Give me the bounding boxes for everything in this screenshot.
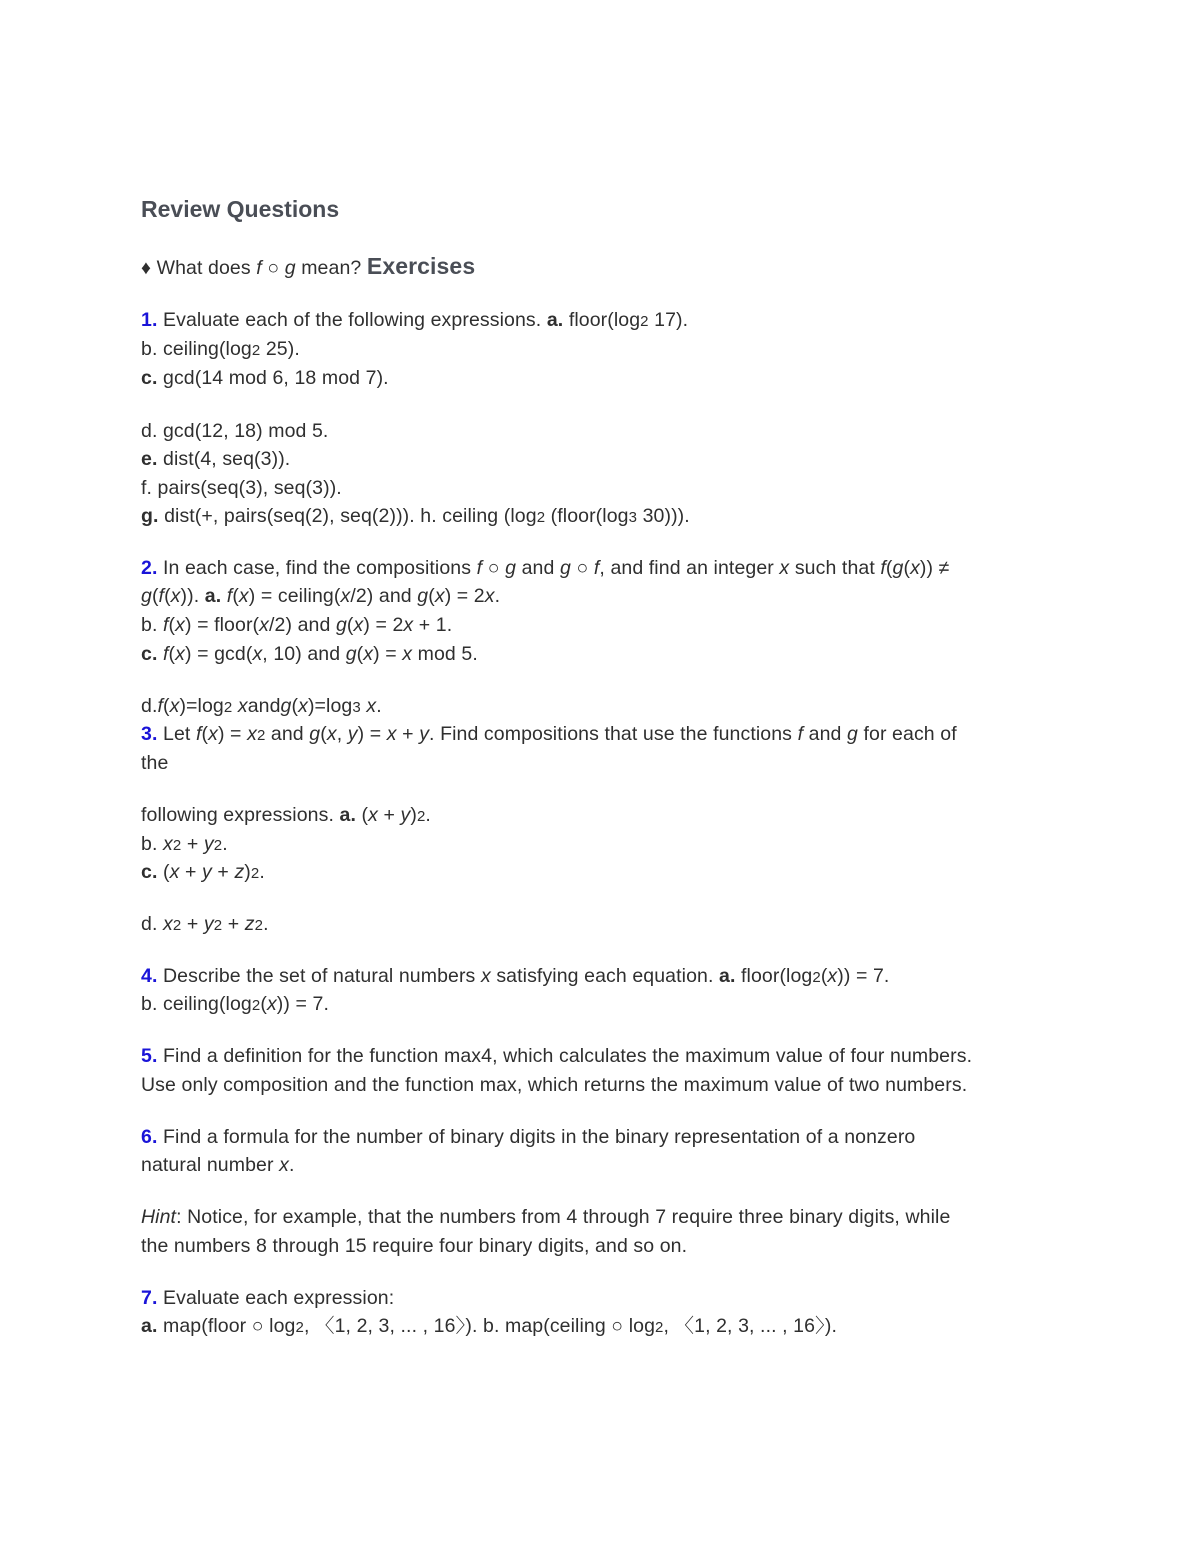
exercise-3a: following expressions. a. (x + y)2. xyxy=(141,804,431,826)
exercise-2b: b. f(x) = floor(x/2) and g(x) = 2x + 1. xyxy=(141,614,453,636)
exercise-4b: b. ceiling(log2(x)) = 7. xyxy=(141,993,329,1015)
exercise-7a-b: a. map(floor ○ log2, 〈1, 2, 3, ... , 16〉). b. map(ceiling ○ log2, 〈1, 2, 3, ... , 16〉). xyxy=(141,1315,838,1337)
exercise-6-line-2: natural number x. xyxy=(141,1154,295,1176)
review-question: ♦ What does f ○ g mean? Exercises xyxy=(141,253,476,279)
exercise-3-intro-cont: the xyxy=(141,752,169,774)
exercise-1b: b. ceiling(log2 25). xyxy=(141,338,300,360)
exercise-2-intro: 2. In each case, find the compositions f ○ g and g ○ f, and find an integer x such that f(g(x)) ≠ xyxy=(141,557,950,579)
diamond-bullet-icon: ♦ xyxy=(141,257,152,279)
exercise-1c: c. gcd(14 mod 6, 18 mod 7). xyxy=(141,367,389,389)
exercise-2d: d.f(x)=log2 xandg(x)=log3 x. xyxy=(141,695,382,717)
exercise-5-line-1: 5. Find a definition for the function max4, which calculates the maximum value of four numbers. xyxy=(141,1045,973,1067)
exercise-6-hint-line-1: Hint: Notice, for example, that the numbers from 4 through 7 require three binary digits, while xyxy=(141,1206,951,1228)
page-title: Review Questions xyxy=(141,196,340,222)
exercise-1e: e. dist(4, seq(3)). xyxy=(141,448,291,470)
exercise-3b: b. x2 + y2. xyxy=(141,833,228,855)
exercises-heading: Exercises xyxy=(366,253,476,279)
exercise-1g-h: g. dist(+, pairs(seq(2), seq(2))). h. ceiling (log2 (floor(log3 30))). xyxy=(141,505,690,527)
exercise-3-intro: 3. Let f(x) = x2 and g(x, y) = x + y. Find compositions that use the functions f and g for each of xyxy=(141,723,957,745)
exercise-3c: c. (x + y + z)2. xyxy=(141,861,265,883)
exercise-4-intro: 4. Describe the set of natural numbers x satisfying each equation. a. floor(log2(x)) = 7. xyxy=(141,965,890,987)
exercise-5-line-2: Use only composition and the function max, which returns the maximum value of two numbers. xyxy=(141,1074,968,1096)
exercise-1-intro: 1. Evaluate each of the following expressions. a. floor(log2 17). xyxy=(141,309,689,331)
exercise-1f: f. pairs(seq(3), seq(3)). xyxy=(141,477,342,499)
exercise-6-hint-line-2: the numbers 8 through 15 require four binary digits, and so on. xyxy=(141,1235,688,1257)
exercise-3d: d. x2 + y2 + z2. xyxy=(141,913,269,935)
exercise-6-line-1: 6. Find a formula for the number of binary digits in the binary representation of a nonzero xyxy=(141,1126,916,1148)
exercise-2a: g(f(x)). a. f(x) = ceiling(x/2) and g(x) = 2x. xyxy=(141,585,501,607)
exercise-2c: c. f(x) = gcd(x, 10) and g(x) = x mod 5. xyxy=(141,643,478,665)
exercise-7-intro: 7. Evaluate each expression: xyxy=(141,1287,395,1309)
exercise-1d: d. gcd(12, 18) mod 5. xyxy=(141,420,329,442)
